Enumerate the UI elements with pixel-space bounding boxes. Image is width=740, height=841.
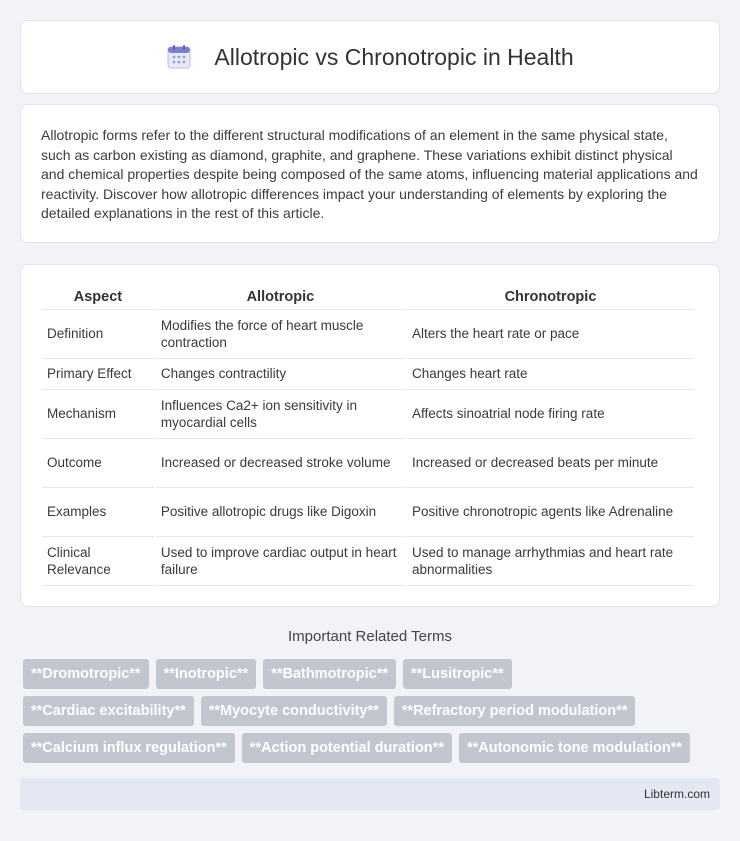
- cell-chronotropic: Positive chronotropic agents like Adrenaline: [407, 488, 694, 537]
- related-term-tag[interactable]: **Autonomic tone modulation**: [459, 733, 690, 763]
- related-term-tag[interactable]: **Myocyte conductivity**: [201, 696, 387, 726]
- related-term-tag[interactable]: **Bathmotropic**: [263, 659, 396, 689]
- cell-aspect: Examples: [42, 488, 154, 537]
- table-header-row: [42, 285, 694, 310]
- footer: [20, 778, 720, 810]
- intro-text: Allotropic forms refer to the different structural modifications of an element in the same physical state, such as carbon existing as diamond, graphite, and graphene. These variations exhibit distinct physical and chemical properties despite being composed of the same atoms, influencing material applications and reactivity. Discover how allotropic differences impact your understanding of elements by exploring the detailed explanations in the rest of this article.: [41, 127, 698, 222]
- cell-aspect: Primary Effect: [42, 359, 154, 390]
- table-row: [42, 359, 694, 390]
- cell-chronotropic: Alters the heart rate or pace: [407, 310, 694, 359]
- cell-allotropic: Used to improve cardiac output in heart failure: [156, 537, 405, 586]
- table-row: [42, 439, 694, 488]
- cell-allotropic: Increased or decreased stroke volume: [156, 439, 405, 488]
- related-terms-title: Important Related Terms: [288, 628, 452, 645]
- header-aspect: Aspect: [42, 285, 154, 310]
- cell-allotropic: Positive allotropic drugs like Digoxin: [156, 488, 405, 537]
- cell-aspect: Mechanism: [42, 390, 154, 439]
- calendar-icon: [166, 44, 192, 70]
- header-chronotropic: Chronotropic: [407, 285, 694, 310]
- related-term-tag[interactable]: **Cardiac excitability**: [23, 696, 194, 726]
- intro-card: [20, 104, 720, 243]
- cell-aspect: Clinical Relevance: [42, 537, 154, 586]
- cell-aspect: Outcome: [42, 439, 154, 488]
- cell-chronotropic: Used to manage arrhythmias and heart rate abnormalities: [407, 537, 694, 586]
- table-row: [42, 390, 694, 439]
- cell-allotropic: Changes contractility: [156, 359, 405, 390]
- related-term-tag[interactable]: **Dromotropic**: [23, 659, 149, 689]
- cell-aspect: Definition: [42, 310, 154, 359]
- related-terms-tags: [23, 659, 723, 770]
- related-term-tag[interactable]: **Calcium influx regulation**: [23, 733, 235, 763]
- cell-chronotropic: Affects sinoatrial node firing rate: [407, 390, 694, 439]
- table-row: [42, 488, 694, 537]
- related-term-tag[interactable]: **Lusitropic**: [403, 659, 512, 689]
- comparison-table-card: [20, 264, 720, 607]
- table-row: [42, 310, 694, 359]
- table-row: [42, 537, 694, 586]
- related-term-tag[interactable]: **Inotropic**: [156, 659, 257, 689]
- related-term-tag[interactable]: **Refractory period modulation**: [394, 696, 636, 726]
- cell-allotropic: Influences Ca2+ ion sensitivity in myocardial cells: [156, 390, 405, 439]
- header-card: [20, 20, 720, 94]
- comparison-table: [40, 285, 696, 586]
- page-title: Allotropic vs Chronotropic in Health: [214, 43, 574, 70]
- cell-allotropic: Modifies the force of heart muscle contraction: [156, 310, 405, 359]
- related-term-tag[interactable]: **Action potential duration**: [242, 733, 452, 763]
- header-allotropic: Allotropic: [156, 285, 405, 310]
- cell-chronotropic: Changes heart rate: [407, 359, 694, 390]
- footer-site-link[interactable]: Libterm.com: [643, 787, 710, 801]
- cell-chronotropic: Increased or decreased beats per minute: [407, 439, 694, 488]
